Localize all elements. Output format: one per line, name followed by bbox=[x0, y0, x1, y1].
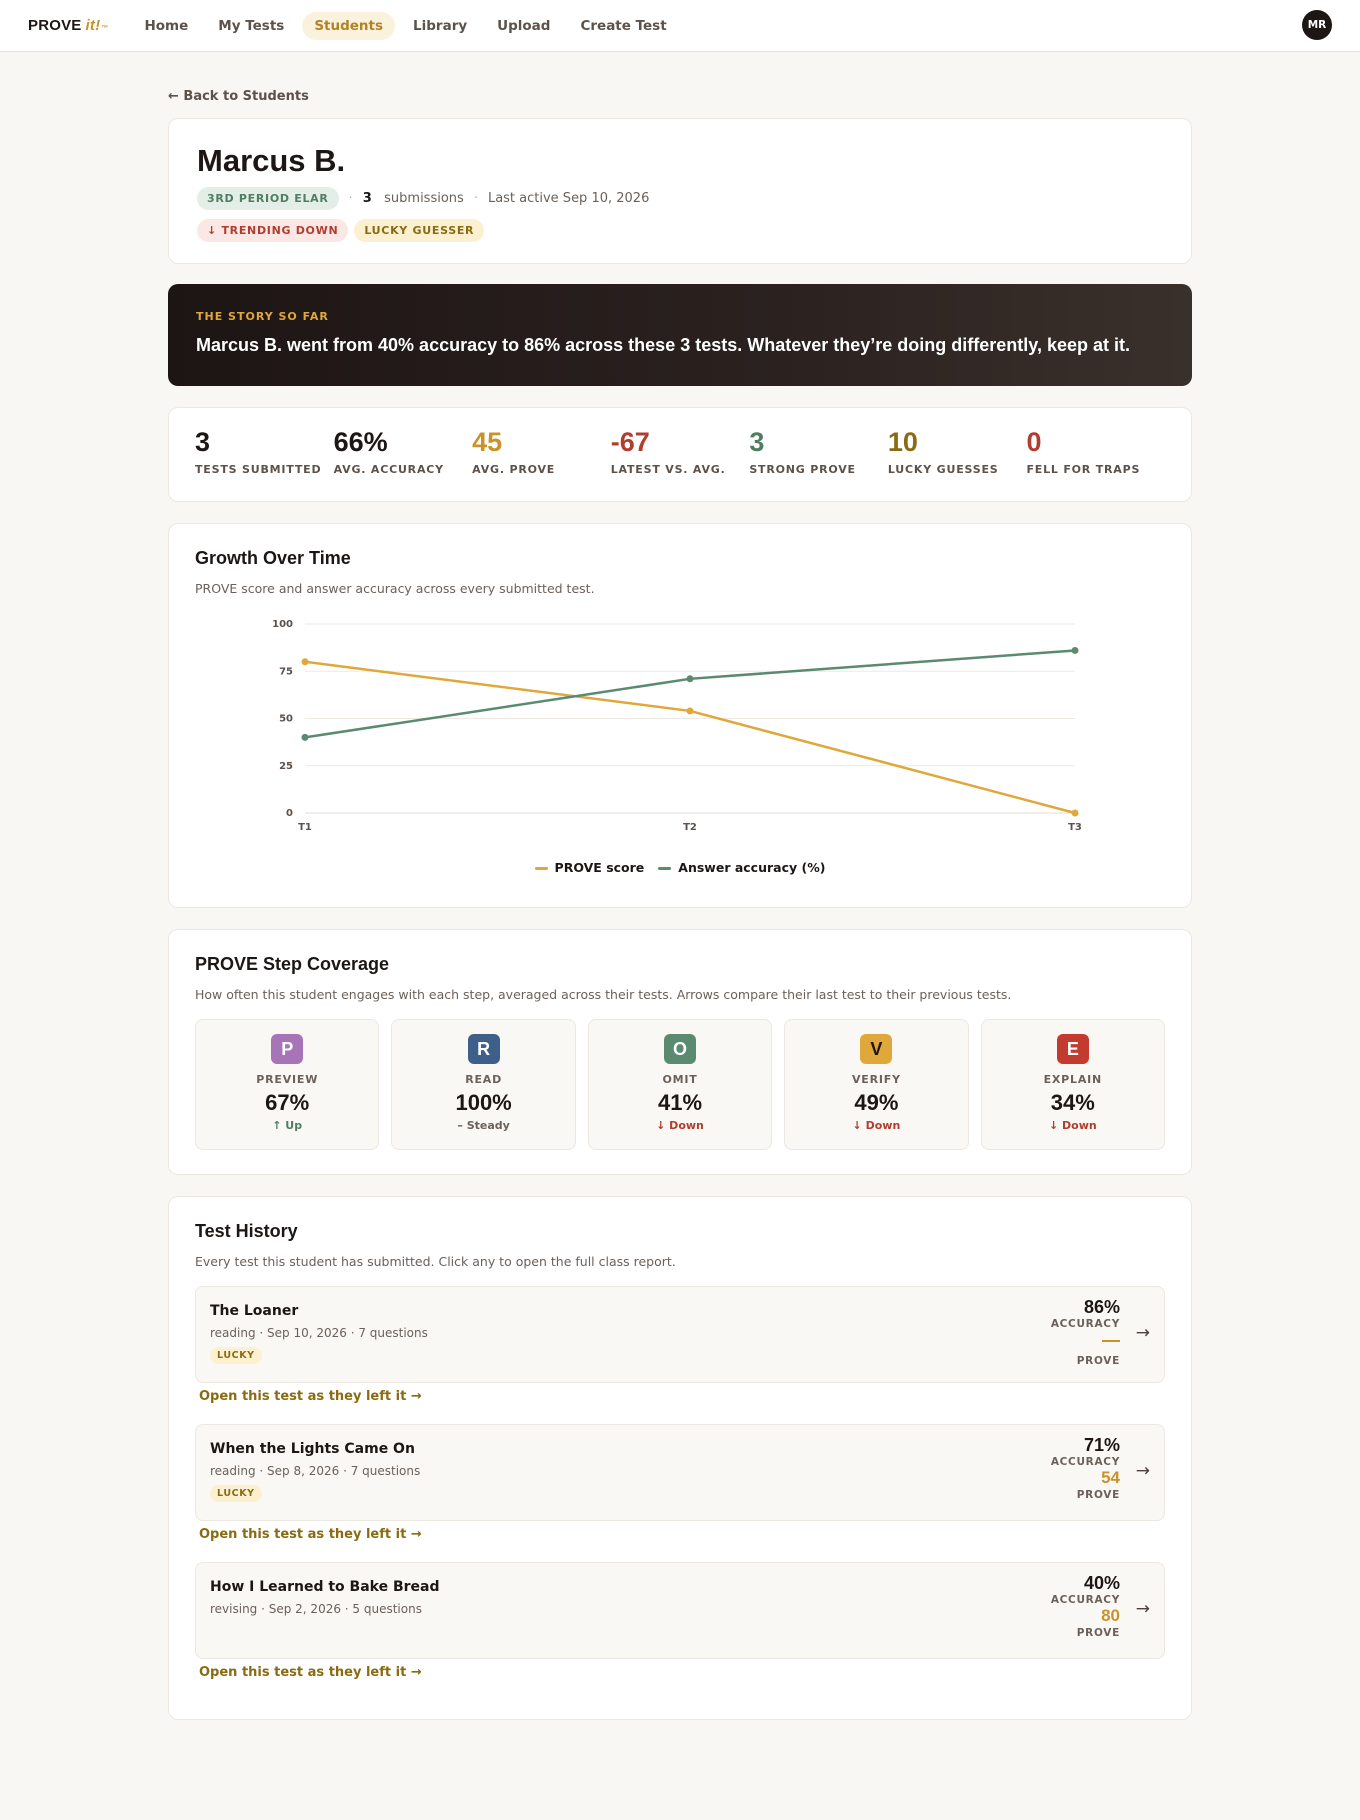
stat-value: -67 bbox=[610, 427, 650, 457]
back-to-students-link[interactable]: ← Back to Students bbox=[168, 89, 309, 104]
student-tag: ↓ TRENDING DOWN bbox=[197, 219, 348, 242]
series-line-1 bbox=[305, 662, 1075, 813]
top-nav bbox=[0, 0, 1360, 52]
prove-label: PROVE bbox=[1076, 1355, 1120, 1367]
stat-label: STRONG PROVE bbox=[749, 463, 856, 476]
test-title: How I Learned to Bake Bread bbox=[210, 1579, 440, 1595]
last-active: Last active Sep 10, 2026 bbox=[487, 191, 650, 206]
step-card-explain bbox=[981, 1019, 1165, 1150]
step-percentage: 49% bbox=[854, 1090, 899, 1115]
open-arrow-icon[interactable]: → bbox=[1135, 1323, 1150, 1343]
step-trend: ↑ Up bbox=[272, 1119, 303, 1132]
test-scores bbox=[1051, 1297, 1120, 1367]
test-meta: reading · Sep 10, 2026 · 7 questions bbox=[210, 1326, 428, 1340]
test-title: When the Lights Came On bbox=[210, 1441, 415, 1457]
accuracy-label: ACCURACY bbox=[1050, 1456, 1120, 1468]
nav-create-test[interactable]: Create Test bbox=[580, 17, 667, 34]
stat-item bbox=[1026, 428, 1165, 481]
test-scores bbox=[1051, 1573, 1120, 1639]
separator-dot: · bbox=[473, 191, 478, 206]
legend-item bbox=[658, 860, 825, 875]
growth-chart-card bbox=[168, 523, 1192, 908]
open-test-link[interactable]: Open this test as they left it → bbox=[199, 1665, 422, 1680]
open-arrow-icon[interactable]: → bbox=[1135, 1461, 1150, 1481]
stat-value: 45 bbox=[472, 427, 503, 457]
accuracy-value: 71% bbox=[1083, 1435, 1120, 1455]
test-meta: revising · Sep 2, 2026 · 5 questions bbox=[210, 1602, 422, 1616]
prove-value-empty bbox=[1051, 1330, 1120, 1355]
story-banner bbox=[168, 284, 1192, 386]
stat-value: 0 bbox=[1026, 427, 1042, 457]
nav-links bbox=[132, 12, 678, 40]
legend-swatch bbox=[658, 867, 671, 870]
growth-title: Growth Over Time bbox=[195, 548, 351, 568]
story-text: Marcus B. went from 40% accuracy to 86% across these 3 tests. Whatever they’re doing differently, keep at it. bbox=[196, 335, 1130, 355]
stats-row bbox=[168, 407, 1192, 502]
step-name: OMIT bbox=[662, 1073, 698, 1086]
step-name: PREVIEW bbox=[256, 1073, 319, 1086]
brand-accent: it! bbox=[85, 17, 101, 34]
story-kicker: THE STORY SO FAR bbox=[196, 310, 329, 323]
data-point bbox=[1072, 647, 1079, 654]
step-letter-badge: R bbox=[468, 1034, 500, 1064]
x-tick-label: T2 bbox=[683, 822, 697, 833]
stat-value: 66% bbox=[333, 427, 388, 457]
step-name: READ bbox=[465, 1073, 503, 1086]
step-card-verify bbox=[784, 1019, 968, 1150]
step-percentage: 34% bbox=[1050, 1090, 1095, 1115]
submissions-info bbox=[363, 191, 464, 206]
data-point bbox=[687, 675, 694, 682]
series-line-2 bbox=[305, 650, 1075, 737]
stat-label: TESTS SUBMITTED bbox=[195, 463, 322, 476]
test-row[interactable] bbox=[195, 1424, 1165, 1521]
coverage-title: PROVE Step Coverage bbox=[195, 954, 390, 974]
legend-swatch bbox=[535, 867, 548, 870]
step-trend: ↓ Down bbox=[656, 1119, 704, 1132]
step-letter-badge: O bbox=[664, 1034, 696, 1064]
step-coverage-card bbox=[168, 929, 1192, 1175]
step-percentage: 100% bbox=[455, 1090, 512, 1115]
accuracy-value: 86% bbox=[1083, 1297, 1120, 1317]
stat-label: LUCKY GUESSES bbox=[887, 463, 999, 476]
step-card-preview bbox=[195, 1019, 379, 1150]
student-profile-card bbox=[168, 118, 1192, 264]
open-arrow-icon[interactable]: → bbox=[1135, 1599, 1150, 1619]
stat-item bbox=[888, 428, 1027, 481]
stat-item bbox=[611, 428, 750, 481]
stat-label: AVG. ACCURACY bbox=[333, 463, 444, 476]
stat-item bbox=[472, 428, 611, 481]
data-point bbox=[302, 734, 309, 741]
brand-text: PROVE bbox=[28, 17, 82, 34]
lucky-badge: LUCKY bbox=[210, 1485, 262, 1502]
test-row[interactable] bbox=[195, 1562, 1165, 1659]
prove-label: PROVE bbox=[1076, 1627, 1120, 1639]
legend-label: PROVE score bbox=[554, 860, 645, 875]
step-cards bbox=[195, 1019, 1165, 1150]
step-card-omit bbox=[588, 1019, 772, 1150]
y-tick-label: 100 bbox=[272, 619, 293, 630]
prove-label: PROVE bbox=[1076, 1489, 1120, 1501]
separator-dot: · bbox=[348, 191, 353, 206]
prove-value: 54 bbox=[1101, 1468, 1120, 1487]
submissions-label: submissions bbox=[384, 191, 464, 206]
y-tick-label: 75 bbox=[279, 666, 293, 678]
step-letter-badge: E bbox=[1057, 1034, 1089, 1064]
stat-label: FELL FOR TRAPS bbox=[1026, 463, 1141, 476]
test-list bbox=[195, 1286, 1165, 1680]
class-badge: 3RD PERIOD ELAR bbox=[197, 187, 339, 210]
student-name: Marcus B. bbox=[197, 143, 346, 178]
stat-item bbox=[195, 428, 334, 481]
main-content bbox=[168, 52, 1192, 1720]
step-name: VERIFY bbox=[851, 1073, 901, 1086]
submissions-count: 3 bbox=[362, 191, 372, 206]
step-card-read bbox=[391, 1019, 575, 1150]
prove-dash bbox=[1102, 1340, 1120, 1342]
brand-tm: ™ bbox=[101, 25, 109, 32]
step-trend: ↓ Down bbox=[1048, 1119, 1097, 1132]
stat-label: LATEST VS. AVG. bbox=[610, 463, 726, 476]
test-row[interactable] bbox=[195, 1286, 1165, 1383]
x-tick-label: T3 bbox=[1068, 822, 1082, 833]
step-letter-badge: P bbox=[271, 1034, 303, 1064]
stat-value: 3 bbox=[749, 427, 765, 457]
nav-home[interactable]: Home bbox=[144, 17, 189, 34]
step-percentage: 41% bbox=[657, 1090, 703, 1115]
legend-label: Answer accuracy (%) bbox=[678, 860, 826, 875]
stat-label: AVG. PROVE bbox=[472, 463, 556, 476]
growth-subtitle: PROVE score and answer accuracy across every submitted test. bbox=[195, 581, 595, 596]
student-tags bbox=[197, 219, 1163, 242]
accuracy-label: ACCURACY bbox=[1050, 1318, 1120, 1330]
test-title: The Loaner bbox=[210, 1303, 299, 1319]
x-tick-label: T1 bbox=[298, 822, 312, 833]
student-tag: LUCKY GUESSER bbox=[354, 219, 484, 242]
stat-item bbox=[749, 428, 888, 481]
y-tick-label: 0 bbox=[286, 808, 293, 819]
student-meta bbox=[197, 187, 1163, 210]
nav-upload[interactable]: Upload bbox=[497, 17, 551, 34]
accuracy-label: ACCURACY bbox=[1050, 1594, 1120, 1606]
nav-students[interactable]: Students bbox=[302, 12, 395, 40]
history-title: Test History bbox=[195, 1221, 298, 1241]
data-point bbox=[687, 707, 694, 714]
step-trend: ↓ Down bbox=[852, 1119, 901, 1132]
test-history-card bbox=[168, 1196, 1192, 1720]
open-test-link[interactable]: Open this test as they left it → bbox=[199, 1389, 422, 1404]
test-scores bbox=[1051, 1435, 1120, 1501]
open-test-link[interactable]: Open this test as they left it → bbox=[199, 1527, 422, 1542]
history-subtitle: Every test this student has submitted. Click any to open the full class report. bbox=[195, 1254, 676, 1269]
nav-library[interactable]: Library bbox=[413, 17, 468, 34]
data-point bbox=[302, 658, 309, 665]
prove-value: 80 bbox=[1101, 1606, 1120, 1625]
accuracy-value: 40% bbox=[1083, 1573, 1120, 1593]
lucky-badge: LUCKY bbox=[210, 1347, 262, 1364]
nav-my-tests[interactable]: My Tests bbox=[218, 17, 285, 34]
test-meta: reading · Sep 8, 2026 · 7 questions bbox=[210, 1464, 421, 1478]
brand-logo[interactable] bbox=[28, 17, 108, 34]
y-tick-label: 25 bbox=[279, 760, 293, 772]
stat-value: 10 bbox=[887, 427, 918, 457]
coverage-subtitle: How often this student engages with each step, averaged across their tests. Arrows compare their last test to their previous tests. bbox=[195, 987, 1012, 1002]
y-tick-label: 50 bbox=[279, 713, 293, 725]
stat-item bbox=[334, 428, 473, 481]
step-name: EXPLAIN bbox=[1043, 1073, 1103, 1086]
legend-item bbox=[535, 860, 645, 875]
growth-line-chart bbox=[195, 604, 1165, 854]
step-trend: – Steady bbox=[457, 1119, 510, 1132]
chart-legend bbox=[195, 860, 1165, 875]
data-point bbox=[1072, 810, 1079, 817]
user-avatar[interactable]: MR bbox=[1302, 10, 1332, 40]
stat-value: 3 bbox=[195, 427, 211, 457]
step-percentage: 67% bbox=[265, 1090, 310, 1115]
step-letter-badge: V bbox=[860, 1034, 892, 1064]
